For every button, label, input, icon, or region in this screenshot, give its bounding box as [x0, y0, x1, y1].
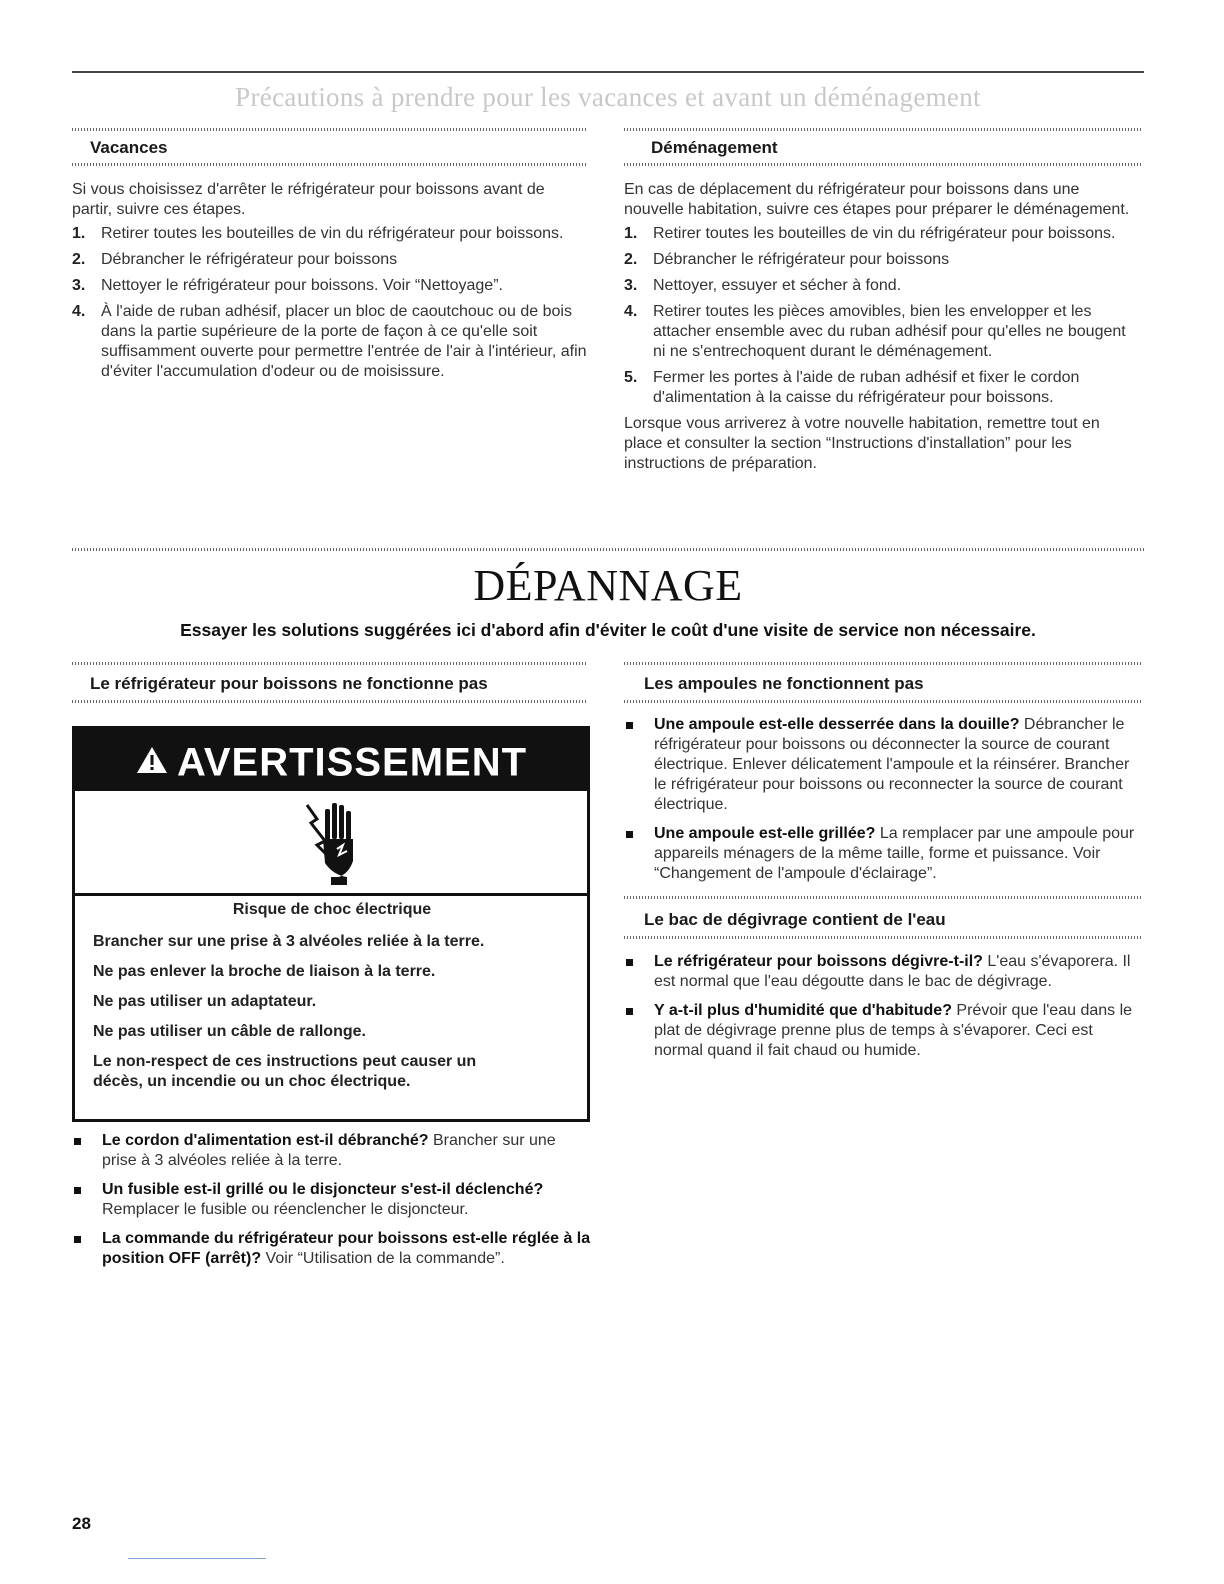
vacances-content	[72, 180, 588, 388]
warning-line: Le non-respect de ces instructions peut causer un décès, un incendie ou un choc électrique.	[93, 1053, 477, 1090]
list-item: Y a-t-il plus d'humidité que d'habitude? Prévoir que l'eau dans le plat de dégivrage prenne plus de temps à s'évaporer. Ceci est normal quand il fait chaud ou humide.	[624, 1001, 1142, 1061]
demenagement-closing: Lorsque vous arriverez à votre nouvelle habitation, remettre tout en place et consulter la section “Instructions d'installation” pour les instructions de préparation.	[624, 415, 1100, 472]
right-section-1-heading: Les ampoules ne fonctionnent pas	[644, 674, 924, 693]
divider	[624, 896, 1142, 899]
bottom-rule	[128, 1558, 266, 1559]
depannage-title: DÉPANNAGE	[473, 561, 743, 610]
divider	[72, 548, 1144, 551]
vacances-intro: Si vous choisissez d'arrêter le réfrigérateur pour boissons avant de partir, suivre ces étapes.	[72, 181, 545, 218]
divider	[72, 700, 588, 703]
divider	[624, 700, 1142, 703]
list-item: 3. Nettoyer le réfrigérateur pour boissons. Voir “Nettoyage”.	[72, 277, 503, 294]
list-item: 2. Débrancher le réfrigérateur pour boissons	[624, 251, 950, 268]
warning-icon-area	[75, 791, 587, 896]
divider	[72, 662, 588, 665]
list-item: Le réfrigérateur pour boissons dégivre-t-il? L'eau s'évaporera. Il est normal que l'eau dégoutte dans le bac de dégivrage.	[624, 952, 1142, 992]
demenagement-intro: En cas de déplacement du réfrigérateur pour boissons dans une nouvelle habitation, suivre ces étapes pour préparer le déménagement.	[624, 181, 1130, 218]
warning-line: Ne pas utiliser un câble de rallonge.	[93, 1023, 366, 1040]
left-bullets	[72, 1131, 592, 1278]
demenagement-heading: Déménagement	[651, 138, 778, 157]
warning-line: Brancher sur une prise à 3 alvéoles reliée à la terre.	[93, 933, 485, 950]
list-item: 2. Débrancher le réfrigérateur pour boissons	[72, 251, 398, 268]
section-title: Précautions à prendre pour les vacances et avant un déménagement	[235, 82, 981, 112]
vacances-steps	[72, 224, 588, 382]
electric-shock-hand-icon	[303, 801, 363, 890]
demenagement-content	[624, 180, 1142, 474]
list-item: La commande du réfrigérateur pour boissons est-elle réglée à la position OFF (arrêt)? Voir “Utilisation de la commande”.	[72, 1229, 592, 1269]
list-item: 1. Retirer toutes les bouteilles de vin du réfrigérateur pour boissons.	[624, 225, 1116, 242]
depannage-subtitle: Essayer les solutions suggérées ici d'abord afin d'éviter le coût d'une visite de service non nécessaire.	[180, 620, 1036, 640]
right-section-1-bullets	[624, 715, 1142, 893]
right-section-2-bullets	[624, 952, 1142, 1070]
list-item: 4. Retirer toutes les pièces amovibles, bien les envelopper et les attacher ensemble avec du ruban adhésif pour qu'elles ne bougent ni ne s'entrechoquent durant le déménagement.	[624, 303, 1126, 360]
warning-triangle-icon	[135, 731, 169, 793]
demenagement-steps	[624, 224, 1142, 408]
warning-lines	[75, 896, 587, 1092]
warning-box	[72, 726, 590, 1122]
divider	[624, 128, 1142, 131]
list-item: Une ampoule est-elle grillée? La remplacer par une ampoule pour appareils ménagers de la même taille, forme et puissance. Voir “Changement de l'ampoule d'éclairage”.	[624, 824, 1142, 884]
warning-line: Ne pas enlever la broche de liaison à la terre.	[93, 963, 436, 980]
divider	[624, 936, 1142, 939]
list-item: 5. Fermer les portes à l'aide de ruban adhésif et fixer le cordon d'alimentation à la caisse du réfrigérateur pour boissons.	[624, 369, 1080, 406]
vacances-heading: Vacances	[90, 138, 168, 157]
list-item: 1. Retirer toutes les bouteilles de vin du réfrigérateur pour boissons.	[72, 225, 564, 242]
right-section-2-heading: Le bac de dégivrage contient de l'eau	[644, 910, 946, 929]
warning-banner	[75, 729, 587, 791]
page-number: 28	[72, 1514, 91, 1533]
left-section-heading: Le réfrigérateur pour boissons ne fonctionne pas	[90, 674, 488, 693]
list-item: Le cordon d'alimentation est-il débranché? Brancher sur une prise à 3 alvéoles reliée à la terre.	[72, 1131, 592, 1171]
top-rule	[72, 71, 1144, 73]
list-item: Un fusible est-il grillé ou le disjoncteur s'est-il déclenché? Remplacer le fusible ou réenclencher le disjoncteur.	[72, 1180, 592, 1220]
warning-risk: Risque de choc électrique	[232, 901, 432, 918]
list-item: 3. Nettoyer, essuyer et sécher à fond.	[624, 277, 902, 294]
list-item: Une ampoule est-elle desserrée dans la douille? Débrancher le réfrigérateur pour boissons ou déconnecter la source de courant électrique. Enlever délicatement l'ampoule et la réinsérer. Brancher le réfrigérateur pour boissons ou reconnecter la source de courant électrique.	[624, 715, 1142, 815]
warning-banner-text: AVERTISSEMENT	[176, 740, 528, 785]
divider	[72, 128, 588, 131]
divider	[72, 163, 588, 166]
divider	[624, 662, 1142, 665]
divider	[624, 163, 1142, 166]
list-item: 4. À l'aide de ruban adhésif, placer un bloc de caoutchouc ou de bois dans la partie supérieure de la porte de façon à ce qu'elle soit suffisamment ouverte pour permettre l'entrée de l'air à l'intérieur, afin d'éviter l'accumulation d'odeur ou de moisissure.	[72, 303, 587, 380]
warning-line: Ne pas utiliser un adaptateur.	[93, 993, 317, 1010]
